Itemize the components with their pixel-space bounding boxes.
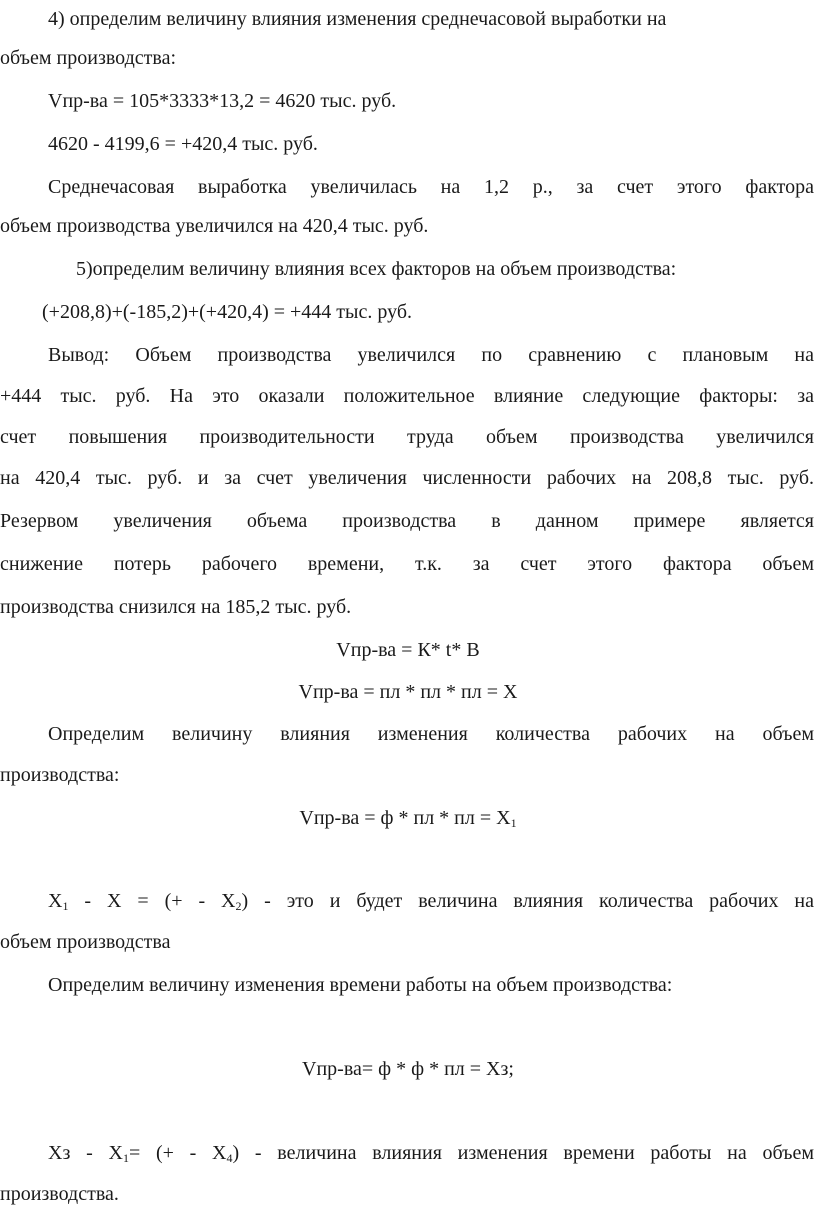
paragraph-x1-line-1: $Х_1$ - Х = (+ - $Х_2$) - это и будет величина влияния количества рабочих на	[48, 890, 814, 913]
formula-x1: Vпр-ва = ф * пл * пл = $Х_1$	[299, 807, 517, 830]
formula-x3: Vпр-ва= ф * ф * пл = Хз;	[302, 1058, 514, 1080]
conclusion-line-3: счет повышения производительности труда объем производства увеличился	[0, 426, 814, 448]
paragraph-output-line-1: Среднечасовая выработка увеличилась на 1,2 р., за счет этого фактора	[48, 176, 814, 198]
conclusion-line-1: Вывод: Объем производства увеличился по сравнению с плановым на	[48, 344, 814, 366]
paragraph-x1-line-2: объем производства	[0, 931, 171, 953]
conclusion-line-7: производства снизился на 185,2 тыс. руб.	[0, 596, 352, 618]
conclusion-line-5: Резервом увеличения объема производства в данном примере является	[0, 510, 814, 532]
formula-volume-calc: Vпр-ва = 105*3333*13,2 = 4620 тыс. руб.	[48, 90, 397, 112]
conclusion-line-6: снижение потерь рабочего времени, т.к. за счет этого фактора объем	[0, 553, 814, 575]
formula-difference: 4620 - 4199,6 = +420,4 тыс. руб.	[48, 133, 318, 155]
formula-all-factors: (+208,8)+(-185,2)+(+420,4) = +444 тыс. руб.	[42, 301, 412, 323]
conclusion-line-4: на 420,4 тыс. руб. и за счет увеличения численности рабочих на 208,8 тыс. руб.	[0, 467, 814, 489]
paragraph-4-line-1: 4) определим величину влияния изменения среднечасовой выработки на	[48, 8, 667, 30]
formula-general: Vпр-ва = К* t* В	[336, 639, 480, 661]
formula-plan: Vпр-ва = пл * пл * пл = Х	[298, 681, 518, 703]
paragraph-workers-line-1: Определим величину влияния изменения количества рабочих на объем	[48, 723, 814, 745]
conclusion-line-2: +444 тыс. руб. На это оказали положительное влияние следующие факторы: за	[0, 385, 814, 407]
paragraph-x3-line-2: производства.	[0, 1183, 119, 1205]
paragraph-x3-line-1: Хз - $Х_1=$ (+ - $Х_4$) - величина влияния изменения времени работы на объем	[48, 1142, 815, 1165]
paragraph-workers-line-2: производства:	[0, 764, 120, 786]
paragraph-5: 5)определим величину влияния всех факторов на объем производства:	[76, 258, 677, 280]
paragraph-time: Определим величину изменения времени работы на объем производства:	[48, 974, 673, 996]
paragraph-4-line-2: объем производства:	[0, 47, 176, 69]
paragraph-output-line-2: объем производства увеличился на 420,4 тыс. руб.	[0, 215, 429, 237]
